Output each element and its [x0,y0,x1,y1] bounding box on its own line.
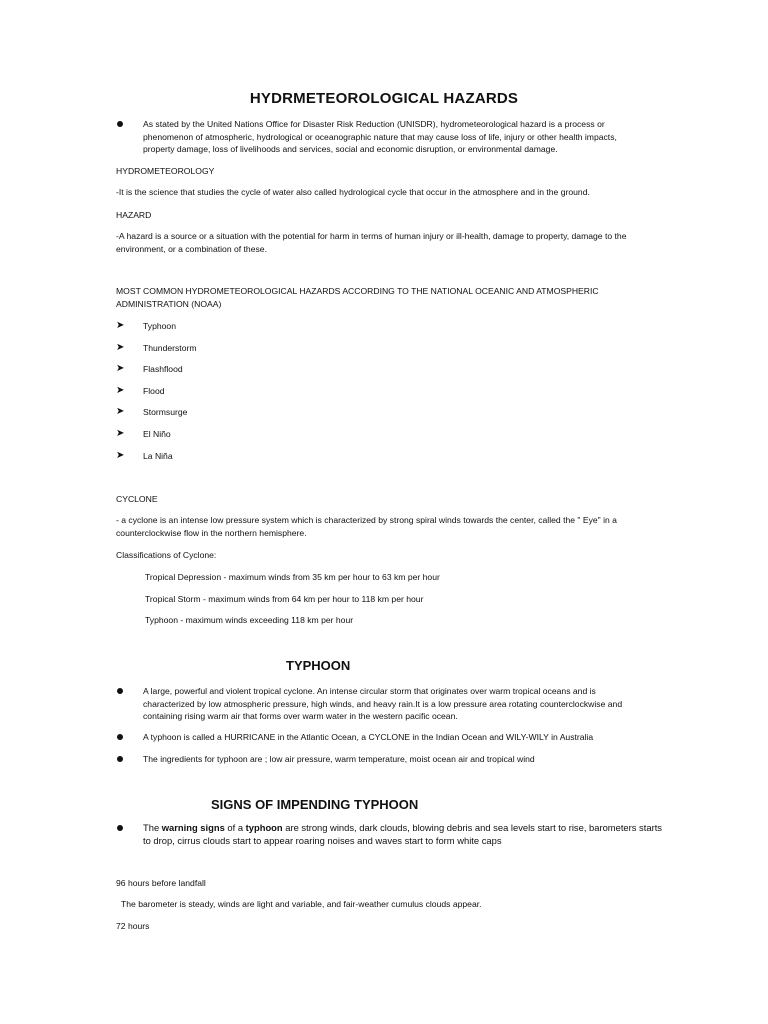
classification-item: Tropical Storm - maximum winds from 64 km per hour to 118 km per hour [145,594,424,604]
signs-bullet [143,821,663,847]
arrow-bullet-icon: ➤ [116,428,125,439]
arrow-bullet-icon: ➤ [116,406,125,417]
h72-label: 72 hours [116,921,150,931]
signs-bold-text: warning signs [161,822,225,833]
list-item: Flood [143,386,165,396]
bullet-icon [117,825,123,831]
cyclone-heading: CYCLONE [116,494,158,504]
arrow-bullet-icon: ➤ [116,450,125,461]
bullet-icon [117,734,123,740]
arrow-bullet-icon: ➤ [116,363,125,374]
typhoon-heading: TYPHOON [286,658,351,673]
signs-heading: SIGNS OF IMPENDING TYPHOON [211,797,419,812]
typhoon-bullet: A typhoon is called a HURRICANE in the Atlantic Ocean, a CYCLONE in the Indian Ocean and WILY-WILY in Australia [143,732,594,742]
bullet-icon [117,688,123,694]
classifications-label: Classifications of Cyclone: [116,550,217,560]
list-item: Thunderstorm [143,343,197,353]
classification-item: Typhoon - maximum winds exceeding 118 km per hour [145,615,354,625]
hydrometeorology-definition: -It is the science that studies the cycle of water also called hydrological cycle that occur in the atmosphere and in the ground. [116,187,590,197]
list-item: La Niña [143,451,173,461]
typhoon-bullet: The ingredients for typhoon are ; low air pressure, warm temperature, moist ocean air and tropical wind [143,754,535,764]
hazard-heading: HAZARD [116,210,152,220]
hazard-definition: -A hazard is a source or a situation with the potential for harm in terms of human injury or ill-health, damage to property, damage to the environment, or a combination of these. [116,231,627,254]
list-item: Typhoon [143,321,176,331]
list-item: Flashflood [143,364,183,374]
list-item: El Niño [143,429,171,439]
signs-text: are strong winds, dark clouds, blowing debris and sea levels start to rise, barometers starts to drop, cirrus clouds start to appear roaring noises and waves start to form white caps [143,822,662,846]
classification-item: Tropical Depression - maximum winds from 35 km per hour to 63 km per hour [145,572,440,582]
bullet-icon [117,121,123,127]
noaa-heading: MOST COMMON HYDROMETEOROLOGICAL HAZARDS ACCORDING TO THE NATIONAL OCEANIC AND ATMOSPHERIC ADMINISTRATION (NOAA) [116,286,599,309]
bullet-icon [117,756,123,762]
list-item: Stormsurge [143,407,188,417]
h96-text: The barometer is steady, winds are light and variable, and fair-weather cumulus clouds appear. [121,899,482,909]
typhoon-bullet: A large, powerful and violent tropical cyclone. An intense circular storm that originates over warm tropical oceans and is characterized by low atmospheric pressure, high winds, and heavy rain.It is a low pressure area rotating counterclockwise and containing rising warm air that forms over warm water in the western pacific ocean. [143,686,623,721]
cyclone-definition: - a cyclone is an intense low pressure system which is characterized by strong spiral winds towards the center, called the " Eye" in a counterclockwise flow in the northern hemisphere. [116,515,617,538]
signs-text: of a [224,822,246,833]
arrow-bullet-icon: ➤ [116,342,125,353]
arrow-bullet-icon: ➤ [116,320,125,331]
intro-paragraph: As stated by the United Nations Office for Disaster Risk Reduction (UNISDR), hydrometeorological hazard is a process or phenomenon of atmospheric, hydrological or oceanographic nature that may cause loss of life, injury or other health impacts, property damage, loss of livelihoods and services, social and economic disruption, or environmental damage. [143,119,617,154]
arrow-bullet-icon: ➤ [116,385,125,396]
h96-label: 96 hours before landfall [116,878,206,888]
page-title: HYDRMETEOROLOGICAL HAZARDS [249,90,519,107]
signs-bold-text: typhoon [245,822,283,833]
hydrometeorology-heading: HYDROMETEOROLOGY [116,166,215,176]
signs-text: The [143,822,162,833]
